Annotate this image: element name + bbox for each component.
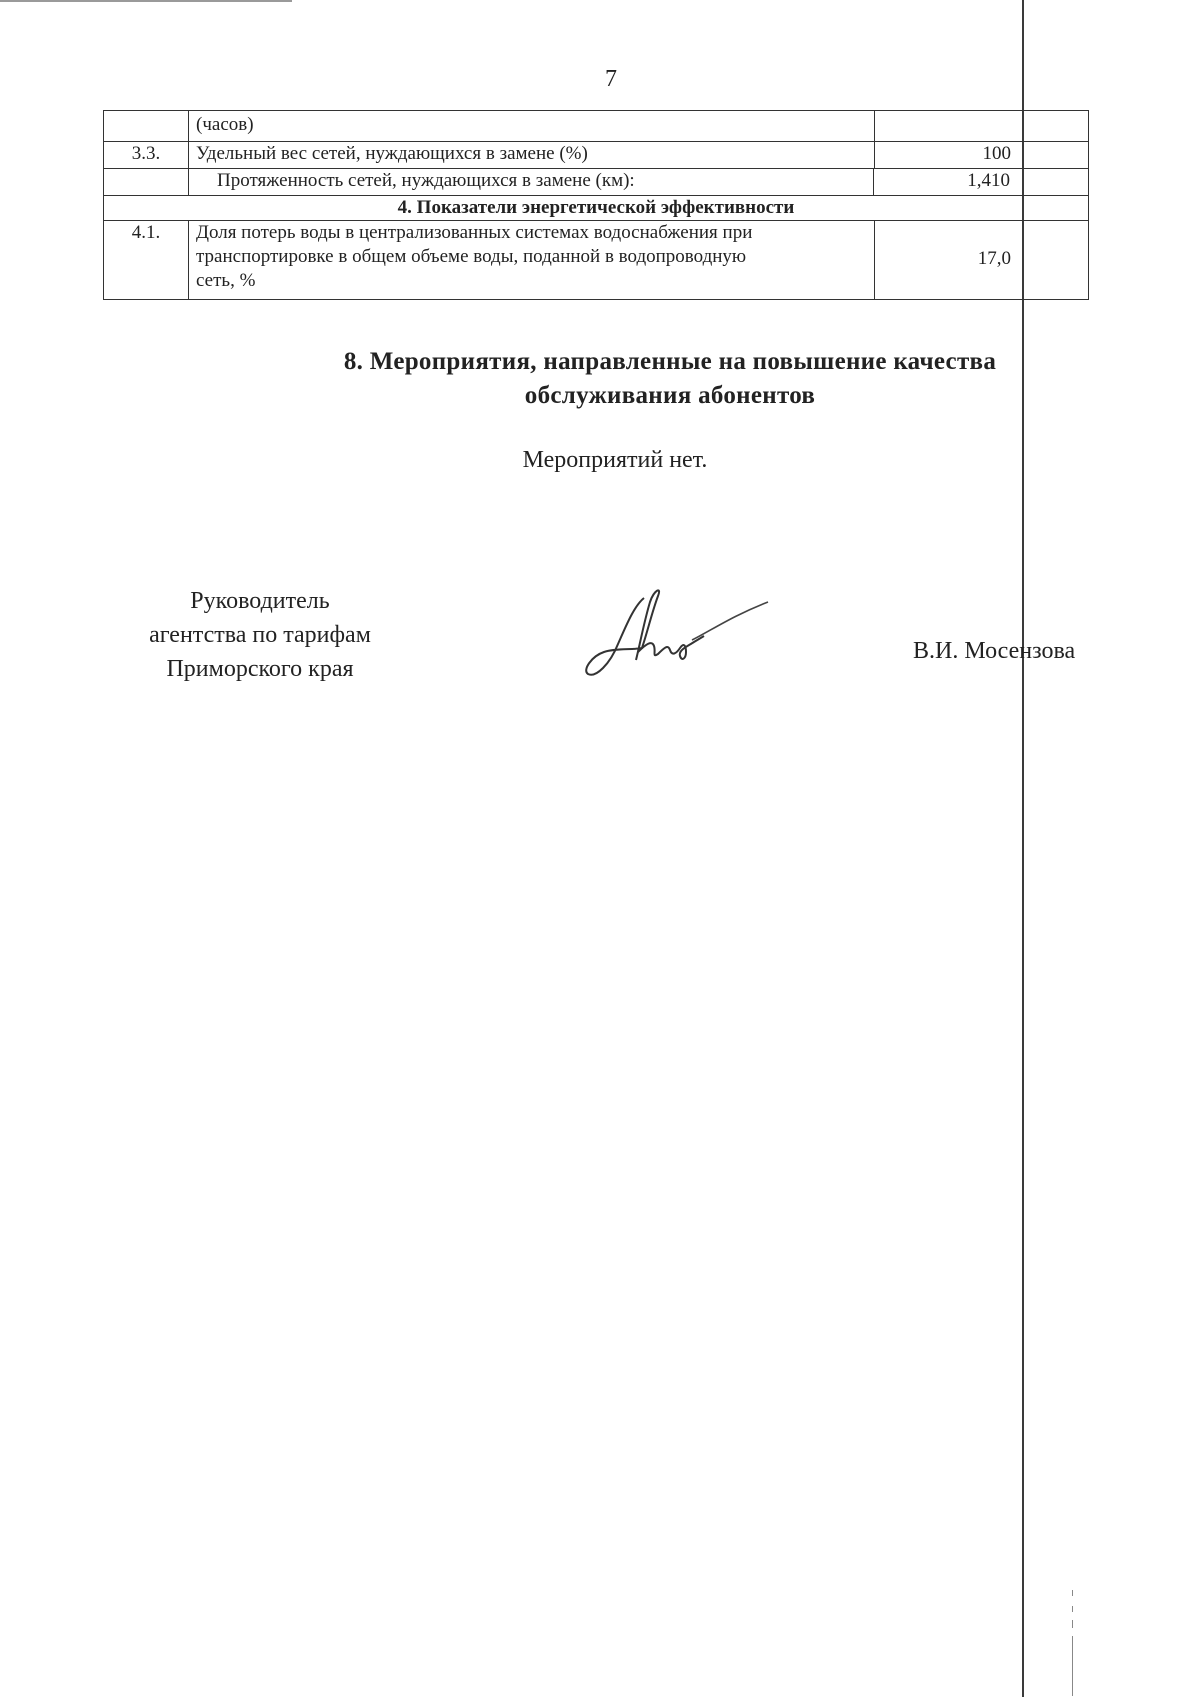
handwritten-signature — [582, 586, 772, 686]
signer-name: В.И. Мосензова — [913, 638, 1076, 664]
row-value: 100 — [982, 143, 1011, 164]
row-value: 1,410 — [967, 170, 1010, 191]
scan-edge — [0, 0, 292, 2]
table-row — [103, 110, 1089, 142]
row-name-line: сеть, % — [196, 270, 256, 291]
signer-position-line: агентства по тарифам — [149, 622, 371, 648]
row-number: 4.1. — [104, 221, 189, 299]
table-row — [103, 221, 1089, 300]
row-name: Удельный вес сетей, нуждающихся в замене (%) — [188, 142, 875, 168]
table-row — [103, 142, 1089, 169]
row-number: 3.3. — [104, 142, 189, 168]
row-name: (часов) — [188, 111, 875, 141]
section-8-title-line: обслуживания абонентов — [524, 382, 816, 409]
page-number: 7 — [605, 66, 617, 92]
section-8-heading — [160, 345, 1180, 413]
row-number — [103, 169, 189, 195]
indicators-table — [103, 110, 1089, 300]
row-value — [866, 111, 1090, 141]
scan-speck — [1072, 1606, 1073, 1612]
signer-position-line: Руководитель — [190, 588, 330, 614]
row-value: 17,0 — [977, 248, 1011, 269]
signer-position-line: Приморского края — [166, 656, 354, 682]
row-name — [188, 221, 875, 299]
no-measures-text: Мероприятий нет. — [522, 447, 708, 473]
scan-speck — [1072, 1620, 1073, 1628]
section-8-title-line: 8. Мероприятия, направленные на повышение качества — [343, 348, 997, 375]
table-row — [103, 169, 1089, 196]
scan-speck — [1072, 1590, 1073, 1596]
signer-position — [100, 584, 420, 686]
scan-speck — [1072, 1636, 1073, 1696]
row-number — [104, 111, 189, 141]
row-name: Протяженность сетей, нуждающихся в замене (км): — [187, 169, 874, 195]
row-name-line: транспортировке в общем объеме воды, поданной в водопроводную — [196, 246, 747, 267]
row-name-line: Доля потерь воды в централизованных системах водоснабжения при — [196, 222, 753, 243]
section-4-title: 4. Показатели энергетической эффективности — [103, 196, 1089, 221]
